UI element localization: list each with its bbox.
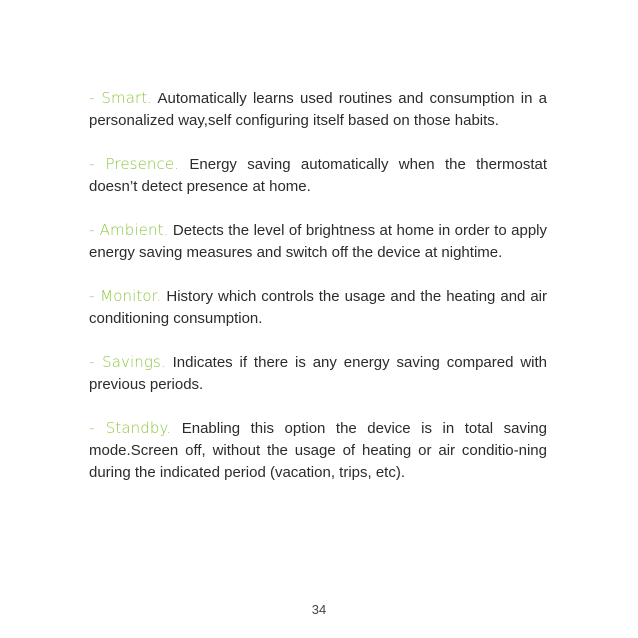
feature-description: Detects the level of brightness at home in order to apply energy saving measures and switch off the device at nightime.	[89, 222, 547, 261]
feature-description: Energy saving automatically when the thermostat doesn’t detect presence at home.	[89, 156, 547, 195]
feature-ambient	[89, 219, 547, 264]
feature-title: - Monitor.	[89, 287, 162, 305]
feature-list	[89, 87, 547, 505]
feature-description: History which controls the usage and the heating and air conditioning consumption.	[89, 288, 548, 327]
feature-description: Automatically learns used routines and consumption in a personalized way,self configuring itself based on those habits.	[89, 90, 548, 129]
feature-monitor	[89, 285, 547, 330]
feature-title: - Savings.	[89, 353, 166, 371]
feature-title: - Presence.	[89, 155, 180, 173]
feature-presence	[89, 153, 547, 198]
page-number: 34	[311, 602, 327, 617]
feature-description: Enabling this option the device is in total saving mode.Screen off, without the usage of heating or air conditio-ning during the indicated period (vacation, trips, etc).	[89, 420, 547, 481]
feature-savings	[89, 351, 547, 396]
feature-smart	[89, 87, 547, 132]
feature-title: - Smart.	[89, 89, 153, 107]
feature-description: Indicates if there is any energy saving compared with previous periods.	[89, 354, 548, 393]
feature-title: - Standby.	[89, 419, 172, 437]
feature-title: - Ambient.	[89, 221, 169, 239]
feature-standby	[89, 417, 547, 484]
